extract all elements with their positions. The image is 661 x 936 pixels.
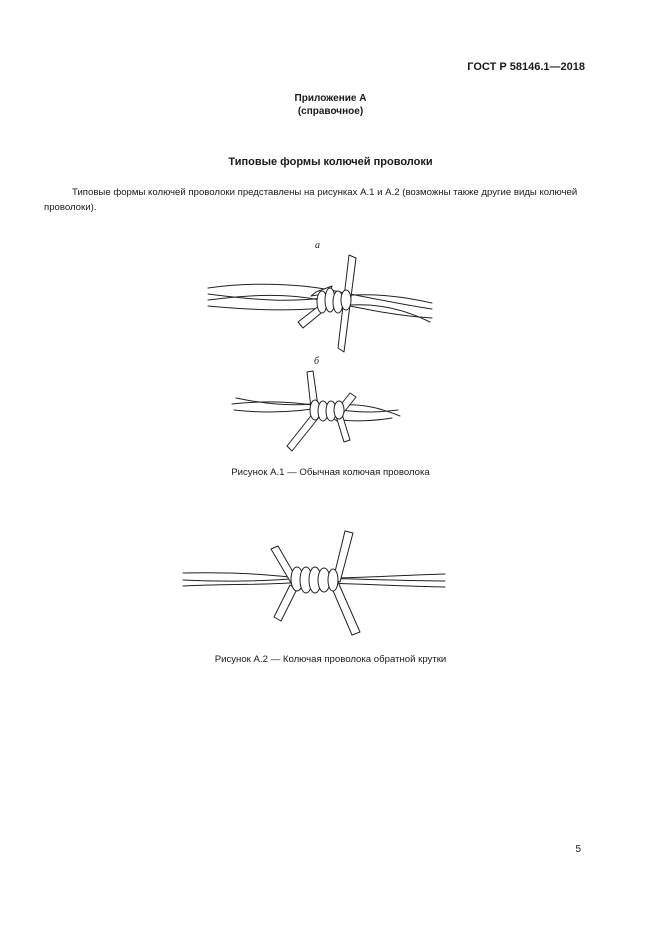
figure-1b-label: б — [314, 356, 320, 367]
section-title: Типовые формы колючей проволоки — [228, 156, 433, 168]
annex-subtitle: (справочное) — [297, 106, 364, 117]
figure-2-caption: Рисунок А.2 — Колючая проволока обратной крутки — [214, 654, 447, 665]
page-number: 5 — [575, 844, 581, 855]
body-paragraph: Типовые формы колючей проволоки представлены на рисунках А.1 и А.2 (возможны также другие виды колючей проволоки). — [44, 187, 578, 213]
figure-1a-label: а — [315, 240, 320, 251]
annex-title: Приложение А — [294, 93, 367, 104]
barbed-wire-2 — [183, 531, 445, 635]
document-code: ГОСТ Р 58146.1—2018 — [467, 61, 585, 73]
figure-1-caption: Рисунок А.1 — Обычная колючая проволока — [231, 467, 430, 478]
